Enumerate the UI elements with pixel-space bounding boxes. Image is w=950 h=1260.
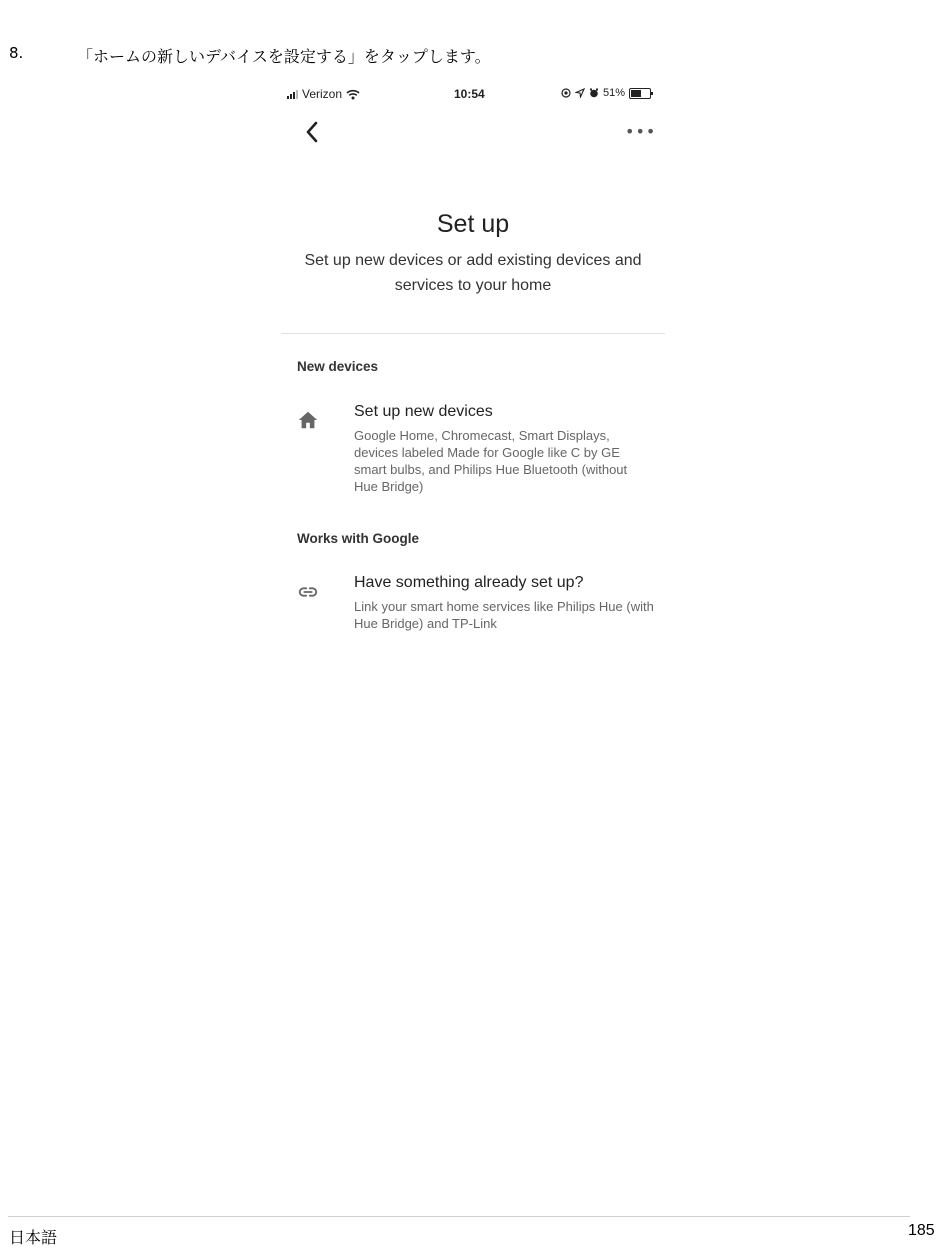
lock-rotation-icon — [561, 88, 571, 98]
divider — [281, 333, 665, 334]
status-indicators — [561, 87, 651, 99]
carrier-group — [287, 87, 360, 101]
status-bar — [281, 80, 665, 108]
footer-language: 日本語 — [9, 1228, 58, 1247]
battery-icon — [629, 88, 651, 99]
alarm-icon — [589, 88, 599, 98]
status-time: 10:54 — [454, 87, 485, 101]
step-number: 8. — [9, 44, 24, 62]
footer-divider — [8, 1216, 910, 1217]
home-icon — [297, 409, 319, 431]
step-instruction: 「ホームの新しいデバイスを設定する」をタップします。 — [77, 47, 491, 66]
item-title: Have something already set up? — [354, 574, 584, 591]
item-description: Google Home, Chromecast, Smart Displays, devices labeled Made for Google like C by GE smart bulbs, and Philips Hue Bluetooth (without Hue Bridge) — [354, 428, 628, 494]
wifi-icon — [346, 89, 360, 100]
link-icon — [297, 581, 319, 603]
link-existing-service-item[interactable] — [281, 574, 665, 639]
setup-new-devices-item[interactable] — [281, 403, 665, 498]
section-header-works-with-google: Works with Google — [297, 531, 420, 546]
back-chevron-icon[interactable] — [301, 120, 325, 144]
signal-icon — [287, 89, 298, 99]
more-options-button[interactable]: ••• — [625, 122, 657, 141]
page-title: Set up — [436, 210, 510, 238]
battery-percent: 51% — [603, 87, 626, 99]
location-icon — [575, 88, 585, 98]
page-subtitle: Set up new devices or add existing devices and services to your home — [304, 252, 642, 294]
carrier-name: Verizon — [302, 87, 343, 101]
item-description: Link your smart home services like Philips Hue (with Hue Bridge) and TP-Link — [354, 599, 654, 631]
section-header-new-devices: New devices — [297, 359, 379, 374]
phone-screenshot — [281, 80, 665, 660]
page-number: 185 — [908, 1222, 935, 1239]
item-title: Set up new devices — [354, 403, 493, 420]
